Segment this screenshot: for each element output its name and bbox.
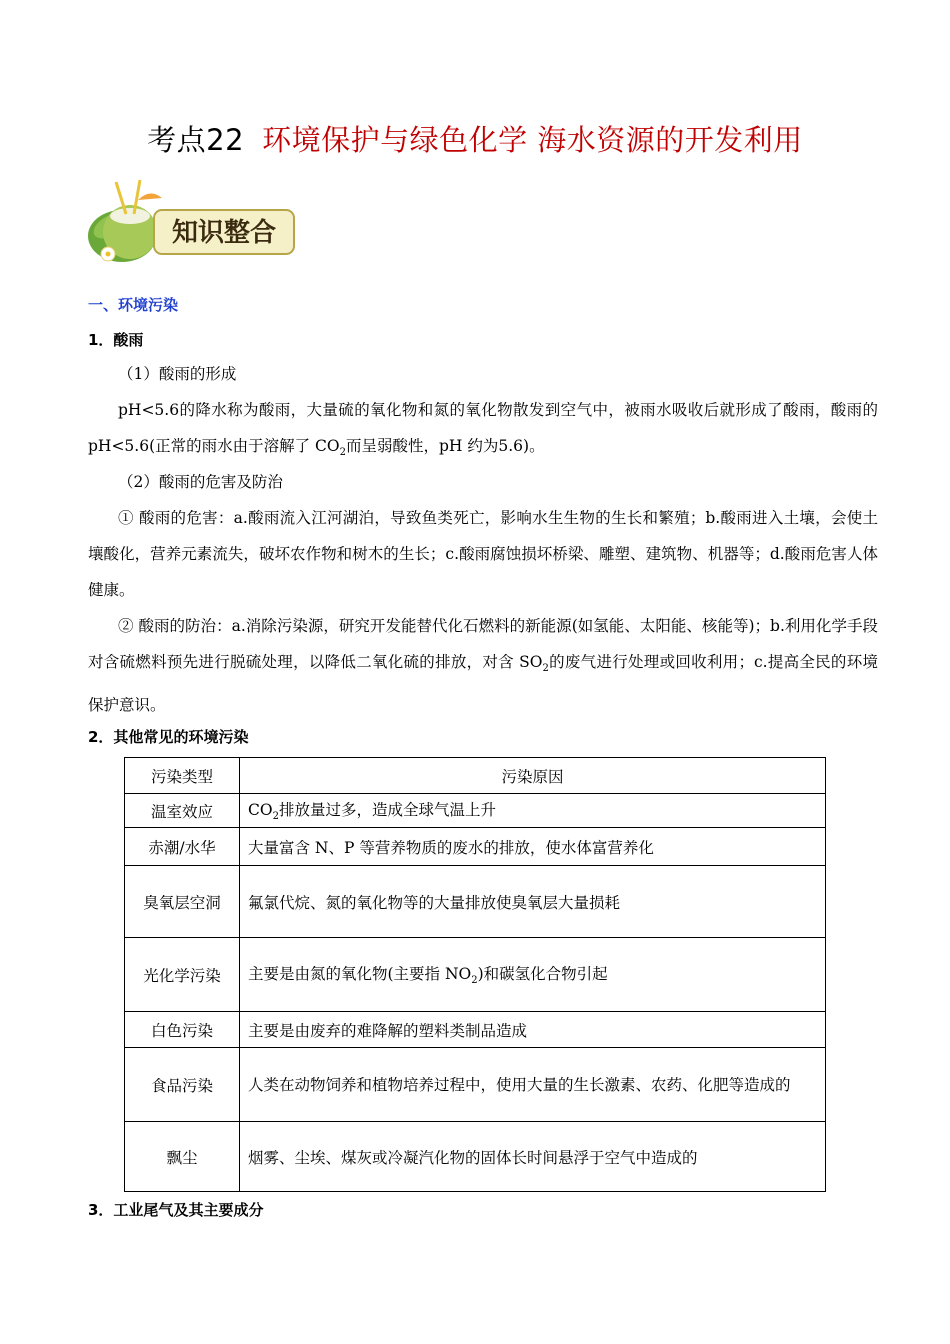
title-main: 环境保护与绿色化学 海水资源的开发利用 [262, 123, 803, 157]
table-row: 光化学污染 主要是由氮的氧化物(主要指 $NO_2$)和碳氢化合物引起 [125, 938, 826, 1012]
pollution-table [124, 757, 826, 1192]
table-header-cause: 污染原因 [240, 758, 826, 794]
knowledge-badge [86, 178, 306, 270]
subheading-formation: （1）酸雨的形成 [118, 365, 237, 383]
page-title [0, 118, 950, 159]
title-prefix: 考点22 [147, 123, 245, 157]
table-row: 食品污染 人类在动物饲养和植物培养过程中，使用大量的生长激素、农药、化肥等造成的 [125, 1048, 826, 1122]
table-row: 赤潮/水华 大量富含 N、P 等营养物质的废水的排放，使水体富营养化 [125, 828, 826, 866]
heading-industrial-exhaust: 3．工业尾气及其主要成分 [88, 1201, 264, 1219]
paragraph-formation: pH<5.6的降水称为酸雨，大量硫的氧化物和氮的氧化物散发到空气中，被雨水吸收后就形成了酸雨，酸雨的 pH<5.6(正常的雨水由于溶解了 $CO_2$而呈弱酸性，pH 约为5.6)。 [88, 401, 878, 459]
table-header-row [125, 758, 826, 794]
badge-label: 知识整合 [171, 218, 277, 248]
table-header-type: 污染类型 [125, 758, 240, 794]
heading-acid-rain: 1．酸雨 [88, 331, 144, 349]
table-row: 臭氧层空洞 氟氯代烷、氮的氧化物等的大量排放使臭氧层大量损耗 [125, 866, 826, 938]
table-row: 飘尘 烟雾、尘埃、煤灰或冷凝汽化物的固体长时间悬浮于空气中造成的 [125, 1122, 826, 1192]
section-heading-pollution: 一、环境污染 [88, 296, 179, 314]
paragraph-prevention: ② 酸雨的防治：a.消除污染源，研究开发能替代化石燃料的新能源(如氢能、太阳能、核能等)；b.利用化学手段对含硫燃料预先进行脱硫处理，以降低二氧化硫的排放，对含 $SO_2$的废气进行处理或回收利用；c.提高全民的环境保护意识。 [88, 617, 878, 715]
heading-other-pollution: 2．其他常见的环境污染 [88, 728, 249, 746]
paragraph-harm: ① 酸雨的危害：a.酸雨流入江河湖泊，导致鱼类死亡，影响水生生物的生长和繁殖；b.酸雨进入土壤，会使土壤酸化，营养元素流失，破坏农作物和树木的生长；c.酸雨腐蚀损坏桥梁、雕塑、建筑物、机器等；d.酸雨危害人体健康。 [88, 509, 878, 599]
table-row: 白色污染 主要是由废弃的难降解的塑料类制品造成 [125, 1012, 826, 1048]
table-row: 温室效应 $CO_2$排放量过多，造成全球气温上升 [125, 794, 826, 828]
subheading-harm: （2）酸雨的危害及防治 [118, 473, 283, 491]
